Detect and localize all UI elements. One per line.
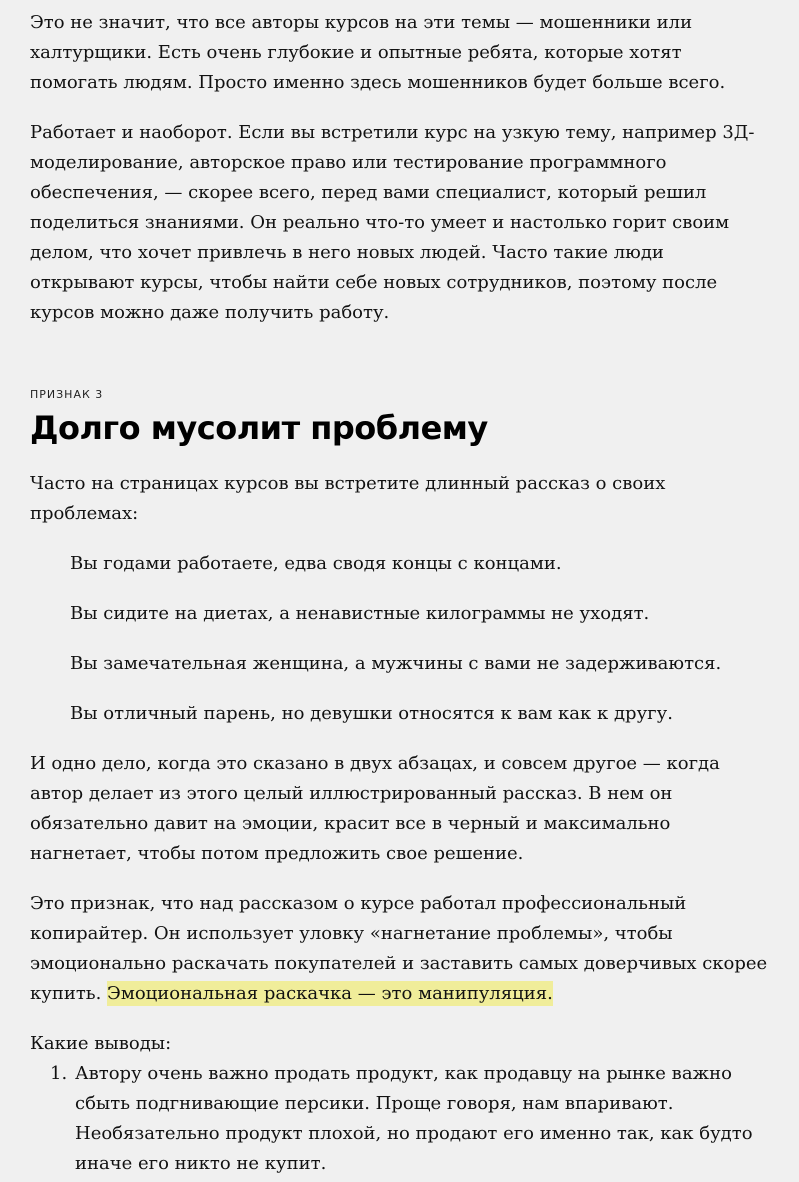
quote-line: Вы годами работаете, едва сводя концы с концами. [70,553,562,574]
quote-line: Вы замечательная женщина, а мужчины с вами не задерживаются. [70,653,722,674]
paragraph: Какие выводы: [30,1033,172,1054]
list-number: 1. [50,1063,68,1084]
conclusions-list [30,1059,770,1179]
paragraph: Работает и наоборот. Если вы встретили курс на узкую тему, например 3Д-моделирование, авторское право или тестирование программного обеспечения, — скорее всего, перед вами специалист, который решил поделиться знаниями. Он реально что-то умеет и настолько горит своим делом, что хочет привлечь в него новых людей. Часто такие люди открывают курсы, чтобы найти себе новых сотрудников, поэтому после курсов можно даже получить работу. [30,122,755,323]
paragraph: Это не значит, что все авторы курсов на эти темы — мошенники или халтурщики. Есть очень глубокие и опытные ребята, которые хотят помогать людям. Просто именно здесь мошенников будет больше всего. [30,12,726,93]
section-kicker: ПРИЗНАК 3 [30,388,104,401]
list-item [30,1059,770,1179]
quote-line: Вы отличный парень, но девушки относятся к вам как к другу. [70,703,673,724]
list-item-text: Автору очень важно продать продукт, как продавцу на рынке важно сбыть подгнивающие персики. Проще говоря, нам впаривают. Необязательно продукт плохой, но продают его именно так, как будто иначе его никто не купит. [75,1063,753,1174]
section-heading: Долго мусолит проблему [30,409,488,447]
paragraph-text: Это признак, что над рассказом о курсе работал профессиональный копирайтер. Он использует уловку «нагнетание проблемы», чтобы эмоционально раскачать покупателей и заставить самых доверчивых скорее купить. [30,893,768,1004]
paragraph: И одно дело, когда это сказано в двух абзацах, и совсем другое — когда автор делает из этого целый иллюстрированный рассказ. В нем он обязательно давит на эмоции, красит все в черный и максимально нагнетает, чтобы потом предложить свое решение. [30,753,720,864]
paragraph-with-highlight [30,889,778,1009]
paragraph: Часто на страницах курсов вы встретите длинный рассказ о своих проблемах: [30,473,666,524]
highlighted-text: Эмоциональная раскачка — это манипуляция. [107,983,553,1004]
quote-line: Вы сидите на диетах, а ненавистные килограммы не уходят. [70,603,650,624]
